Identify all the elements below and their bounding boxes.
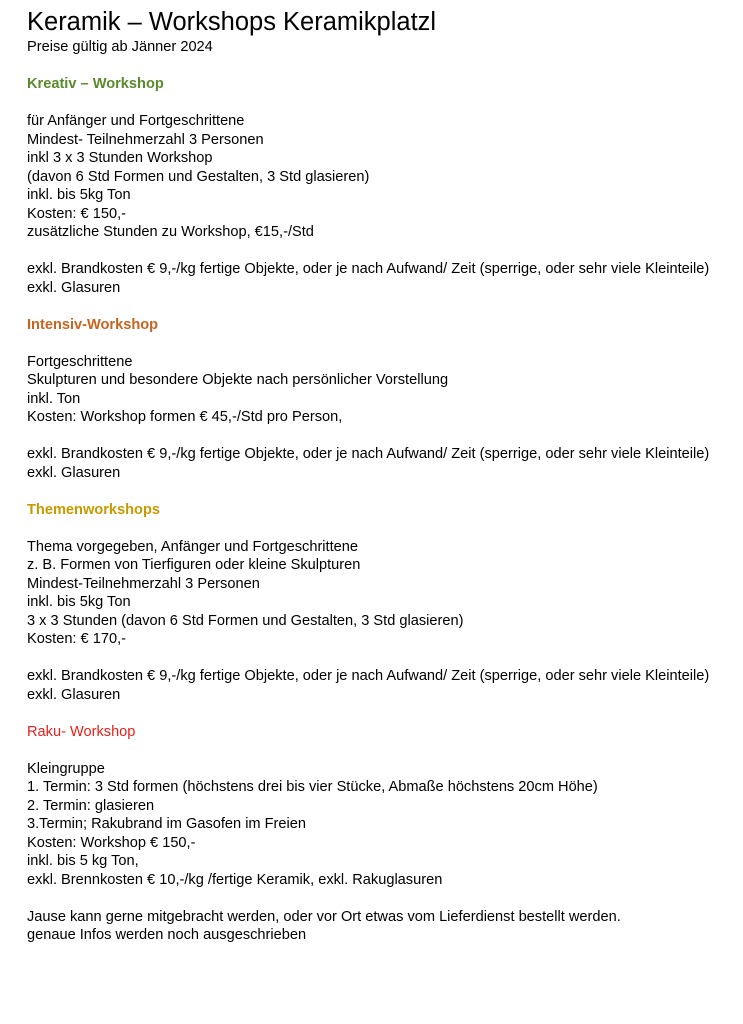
page-title: Keramik – Workshops Keramikplatzl	[27, 8, 437, 36]
section-line: inkl. bis 5kg Ton	[27, 187, 131, 203]
section-line: Kosten: € 170,-	[27, 631, 126, 647]
section-raku-workshop	[27, 723, 717, 945]
section-line: Mindest- Teilnehmerzahl 3 Personen	[27, 131, 264, 148]
section-extra-line: exkl. Brandkosten € 9,-/kg fertige Objekte, oder je nach Aufwand/ Zeit (sperrige, oder sehr viele Kleinteile)	[27, 261, 710, 277]
section-extra-line: genaue Infos werden noch ausgeschrieben	[27, 927, 307, 943]
section-line: Thema vorgegeben, Anfänger und Fortgeschrittene	[27, 538, 359, 555]
section-line: exkl. Brennkosten € 10,-/kg /fertige Keramik, exkl. Rakuglasuren	[27, 871, 443, 888]
section-intensiv-workshop	[27, 316, 717, 501]
document-page	[27, 6, 717, 945]
section-line: zusätzliche Stunden zu Workshop, €15,-/Std	[27, 224, 314, 240]
section-kreativ-workshop	[27, 75, 717, 316]
section-line: Kosten: Workshop formen € 45,-/Std pro Person,	[27, 409, 343, 425]
section-line: für Anfänger und Fortgeschrittene	[27, 113, 245, 129]
section-extra-line: exkl. Glasuren	[27, 686, 121, 703]
section-line: 3.Termin; Rakubrand im Gasofen im Freien	[27, 816, 307, 832]
section-extra-line: exkl. Glasuren	[27, 279, 121, 296]
section-line: (davon 6 Std Formen und Gestalten, 3 Std glasieren)	[27, 168, 370, 185]
section-line: z. B. Formen von Tierfiguren oder kleine Skulpturen	[27, 557, 361, 573]
section-line: Fortgeschrittene	[27, 353, 133, 370]
section-extra-line: exkl. Brandkosten € 9,-/kg fertige Objekte, oder je nach Aufwand/ Zeit (sperrige, oder sehr viele Kleinteile)	[27, 668, 710, 684]
section-heading-kreativ: Kreativ – Workshop	[27, 76, 164, 92]
section-extra-line: exkl. Glasuren	[27, 464, 121, 481]
section-line: 3 x 3 Stunden (davon 6 Std Formen und Gestalten, 3 Std glasieren)	[27, 612, 464, 629]
section-line: inkl. Ton	[27, 390, 81, 407]
section-line: 1. Termin: 3 Std formen (höchstens drei bis vier Stücke, Abmaße höchstens 20cm Höhe)	[27, 779, 598, 795]
section-heading-themen: Themenworkshops	[27, 501, 160, 518]
section-line: Kosten: Workshop € 150,-	[27, 834, 196, 851]
section-line: Skulpturen und besondere Objekte nach persönlicher Vorstellung	[27, 372, 449, 388]
price-validity-note: Preise gültig ab Jänner 2024	[27, 39, 213, 55]
section-heading-intensiv: Intensiv-Workshop	[27, 316, 159, 333]
section-themenworkshops	[27, 501, 717, 723]
section-line: inkl. bis 5kg Ton	[27, 594, 131, 610]
section-line: Mindest-Teilnehmerzahl 3 Personen	[27, 575, 260, 592]
section-line: Kosten: € 150,-	[27, 205, 126, 222]
section-extra-line: Jause kann gerne mitgebracht werden, oder vor Ort etwas vom Lieferdienst bestellt werden.	[27, 908, 621, 925]
section-line: Kleingruppe	[27, 760, 105, 777]
section-line: 2. Termin: glasieren	[27, 797, 155, 814]
section-line: inkl 3 x 3 Stunden Workshop	[27, 150, 213, 166]
section-heading-raku: Raku- Workshop	[27, 723, 136, 740]
section-extra-line: exkl. Brandkosten € 9,-/kg fertige Objekte, oder je nach Aufwand/ Zeit (sperrige, oder sehr viele Kleinteile)	[27, 446, 710, 462]
section-line: inkl. bis 5 kg Ton,	[27, 853, 139, 869]
